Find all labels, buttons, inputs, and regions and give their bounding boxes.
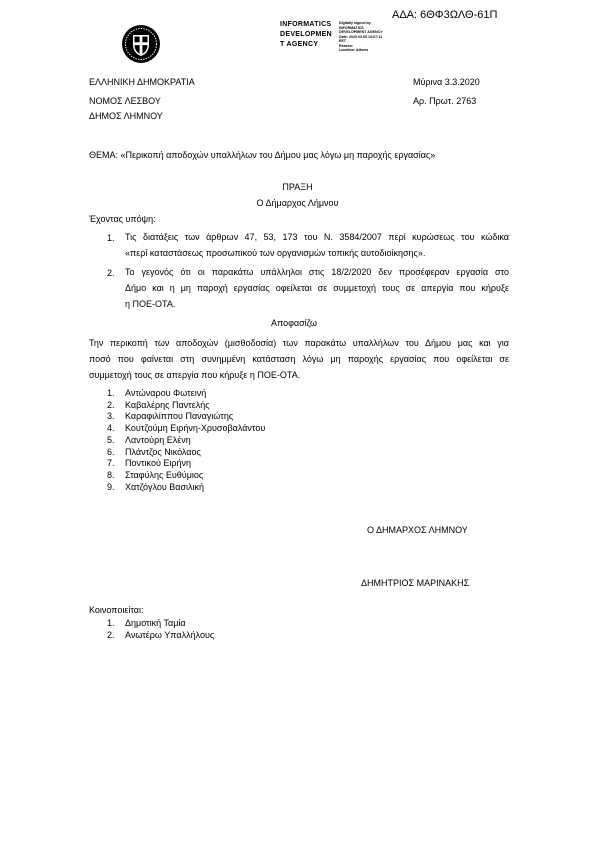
consideration-item [125, 264, 509, 312]
list-item: 3. Καραφιλίππου Παναγιώτης [107, 411, 234, 422]
place-date: Μύρινα 3.3.2020 [413, 77, 480, 87]
decision-line: ποσό που φαίνεται στη συνημμένη κατάσταση λόγω μη παροχής εργασίας που οφείλεται σε [89, 354, 509, 364]
list-item: 9. Χατζόγλου Βασιλική [107, 481, 205, 492]
decide-title: Αποφασίζω [271, 318, 318, 328]
greek-emblem-icon [121, 24, 161, 64]
notify-title: Κοινοποιείται: [89, 605, 144, 615]
signature-name: ΔΗΜΗΤΡΙΟΣ ΜΑΡΙΝΑΚΗΣ [361, 578, 470, 588]
employee-list [107, 388, 265, 493]
list-item: 6. Πλάντζος Νικόλαος [107, 446, 201, 457]
consideration-item [125, 229, 509, 261]
consideration-number: 2. [107, 268, 115, 278]
decision-paragraph [89, 335, 509, 383]
list-item: 2. Καβαλέρης Παντελής [107, 399, 210, 410]
list-item: 4. Κουτζούμη Ειρήνη-Χρυσοβαλάντου [107, 423, 266, 434]
mayor-title: Ο Δήμαρχος Λήμνου [256, 198, 339, 208]
signature-role: Ο ΔΗΜΑΡΧΟΣ ΛΗΜΝΟΥ [367, 525, 468, 535]
consideration-number: 1. [107, 233, 115, 243]
list-item: 1. Δημοτική Ταμία [107, 618, 186, 628]
signer-line: INFORMATICS [280, 21, 332, 28]
list-item: 5. Λαντούρη Ελένη [107, 434, 191, 445]
list-item: 7. Ποντικού Ειρήνη [107, 458, 192, 469]
list-item: 8. Σταφύλης Ευθύμιος [107, 469, 204, 480]
consideration-line: Τις διατάξεις των άρθρων 47, 53, 173 του Ν. 3584/2007 περί κυρώσεως του κώδικα [125, 232, 509, 242]
header-republic: ΕΛΛΗΝΙΚΗ ΔΗΜΟΚΡΑΤΙΑ [89, 77, 195, 87]
list-item: 1. Αντώναρου Φωτεινή [107, 388, 207, 398]
digital-signature-stamp [280, 20, 406, 64]
subject-line: ΘΕΜΑ: «Περικοπή αποδοχών υπαλλήλων του Δήμου μας λόγω μη παροχής εργασίας» [89, 150, 436, 160]
ada-code: ΑΔΑ: 6ΘΦ3ΩΛΘ-61Π [392, 9, 498, 21]
consideration-line: «περί καταστάσεως προσωπικού των οργανισμών τοπικής αυτοδιοίκησης». [125, 248, 426, 258]
signature-details: Digitally signed by INFORMATICS DEVELOPMENT AGENCY Date: 2020.03.05 13:07:11 EET Reason: Location: Athens [339, 21, 383, 52]
considering-label: Έχοντας υπόψη: [89, 214, 156, 224]
notify-list [107, 617, 214, 641]
signer-line: DEVELOPMEN [280, 31, 333, 38]
signer-line: T AGENCY [280, 41, 319, 48]
decision-line: Την περικοπή των αποδοχών (μισθοδοσία) των παρακάτω υπαλλήλων του Δήμου μας και για [89, 338, 509, 348]
header-municipality: ΔΗΜΟΣ ΛΗΜΝΟΥ [89, 111, 163, 121]
decision-line: συμμετοχή τους σε απεργία που κήρυξε η ΠΟΕ-ΟΤΑ. [89, 370, 301, 380]
consideration-line: Δήμο και η μη παροχή εργασίας οφείλεται σε συμμετοχή τους σε απεργία που κήρυξε [125, 283, 509, 293]
protocol-number: Αρ. Πρωτ. 2763 [413, 96, 477, 106]
act-title: ΠΡΑΞΗ [282, 182, 313, 192]
consideration-line: Το γεγονός ότι οι παρακάτω υπάλληλοι στις 18/2/2020 δεν προσέφεραν εργασία στο [125, 267, 509, 277]
list-item: 2. Ανωτέρω Υπαλλήλους [107, 630, 215, 640]
consideration-line: η ΠΟΕ-ΟΤΑ. [125, 299, 176, 309]
header-prefecture: ΝΟΜΟΣ ΛΕΣΒΟΥ [89, 96, 161, 106]
